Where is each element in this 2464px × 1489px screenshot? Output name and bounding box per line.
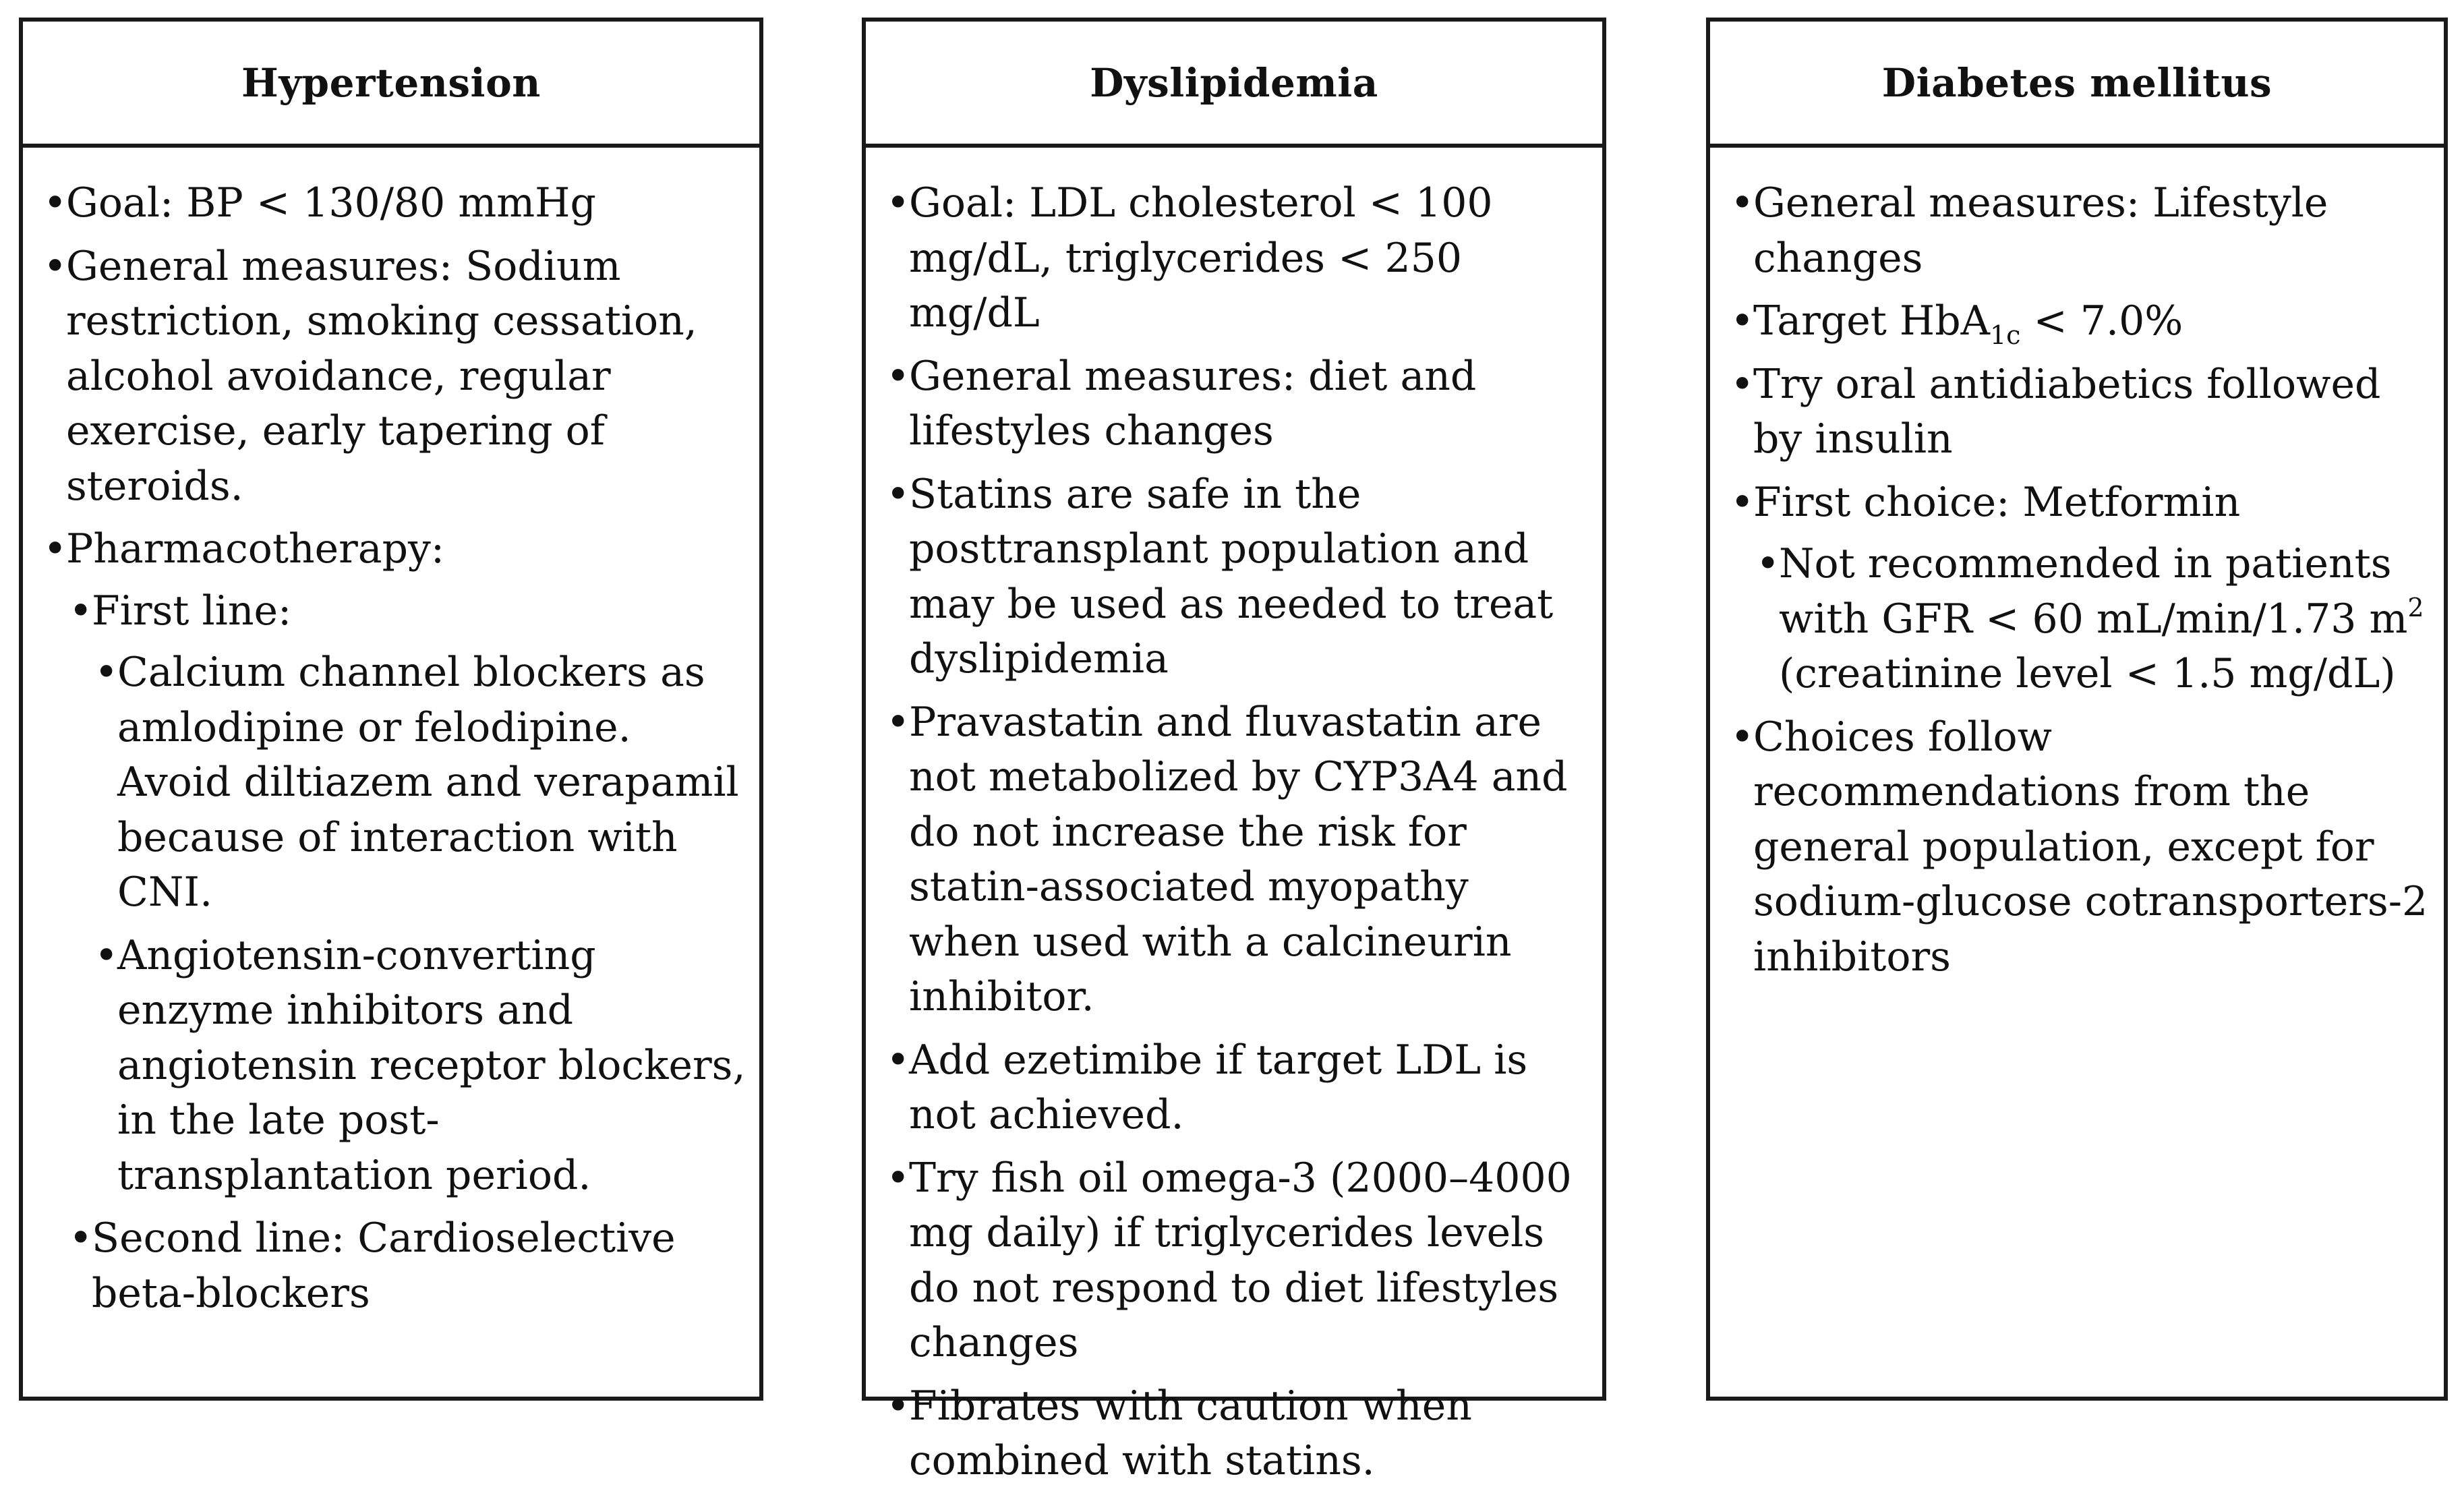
dyslipidemia-title: Dyslipidemia <box>866 22 1602 148</box>
dyslipidemia-fibrates: • Fibrates with caution when combined with statins. <box>883 1379 1589 1489</box>
hypertension-goal: • Goal: BP < 130/80 mmHg <box>40 176 746 231</box>
target-prefix: Target HbA <box>1753 297 1990 345</box>
hypertension-list <box>40 176 746 1321</box>
hypertension-pharmacotherapy <box>40 522 746 1321</box>
not-rec-superscript: 2 <box>2407 592 2424 622</box>
pharmacotherapy-list <box>66 584 746 1322</box>
dyslipidemia-ezetimibe: • Add ezetimibe if target LDL is not achieved. <box>883 1033 1589 1143</box>
target-suffix: < 7.0% <box>2020 297 2183 345</box>
second-line: • Second line: Cardioselective beta-blockers <box>66 1211 746 1321</box>
diabetes-panel <box>1706 18 2448 1401</box>
first-choice-label: First choice: Metformin <box>1753 478 2241 526</box>
first-line-item-ccb: • Calcium channel blockers as amlodipine or felodipine. Avoid diltiazem and verapamil because of interaction with CNI. <box>92 645 746 921</box>
diabetes-list <box>1728 176 2430 985</box>
hypertension-title: Hypertension <box>23 22 759 148</box>
diabetes-general-measures: • General measures: Lifestyle changes <box>1728 176 2430 286</box>
diabetes-title: Diabetes mellitus <box>1710 22 2444 148</box>
first-line-item-acei-arb: • Angiotensin-converting enzyme inhibitors and angiotensin receptor blockers, in the late post-transplantation period. <box>92 929 746 1204</box>
dyslipidemia-general-measures: • General measures: diet and lifestyles changes <box>883 349 1589 459</box>
dyslipidemia-goal: • Goal: LDL cholesterol < 100 mg/dL, triglycerides < 250 mg/dL <box>883 176 1589 341</box>
dyslipidemia-fish-oil: • Try fish oil omega-3 (2000–4000 mg daily) if triglycerides levels do not respond to diet lifestyles changes <box>883 1151 1589 1371</box>
dyslipidemia-pravastatin: • Pravastatin and fluvastatin are not metabolized by CYP3A4 and do not increase the risk for statin-associated myopathy when used with a calcineurin inhibitor. <box>883 695 1589 1025</box>
dyslipidemia-statins: • Statins are safe in the posttransplant population and may be used as needed to treat dyslipidemia <box>883 467 1589 687</box>
dyslipidemia-body <box>866 148 1602 1489</box>
first-line <box>66 584 746 1204</box>
dyslipidemia-list <box>883 176 1589 1489</box>
metformin-not-recommended <box>1753 537 2430 702</box>
dyslipidemia-panel <box>862 18 1606 1484</box>
hypertension-body <box>23 148 759 1321</box>
hypertension-panel <box>19 18 763 1401</box>
diabetes-body <box>1710 148 2444 985</box>
pharmacotherapy-label: Pharmacotherapy: <box>66 525 445 573</box>
metformin-list <box>1753 537 2430 702</box>
first-line-list <box>92 645 746 1203</box>
target-subscript: 1c <box>1989 320 2021 350</box>
diabetes-oral: • Try oral antidiabetics followed by insulin <box>1728 357 2430 467</box>
hypertension-general-measures: • General measures: Sodium restriction, smoking cessation, alcohol avoidance, regular exercise, early tapering of steroids. <box>40 239 746 515</box>
first-line-label: First line: <box>92 587 292 635</box>
not-rec-prefix: Not recommended in patients with GFR < 60 mL/min/1.73 m <box>1779 540 2408 643</box>
diabetes-target <box>1728 294 2430 349</box>
diabetes-first-choice <box>1728 475 2430 702</box>
diabetes-choices: • Choices follow recommendations from the general population, except for sodium-glucose cotransporters-2 inhibitors <box>1728 710 2430 985</box>
not-rec-suffix: (creatinine level < 1.5 mg/dL) <box>1779 650 2396 697</box>
